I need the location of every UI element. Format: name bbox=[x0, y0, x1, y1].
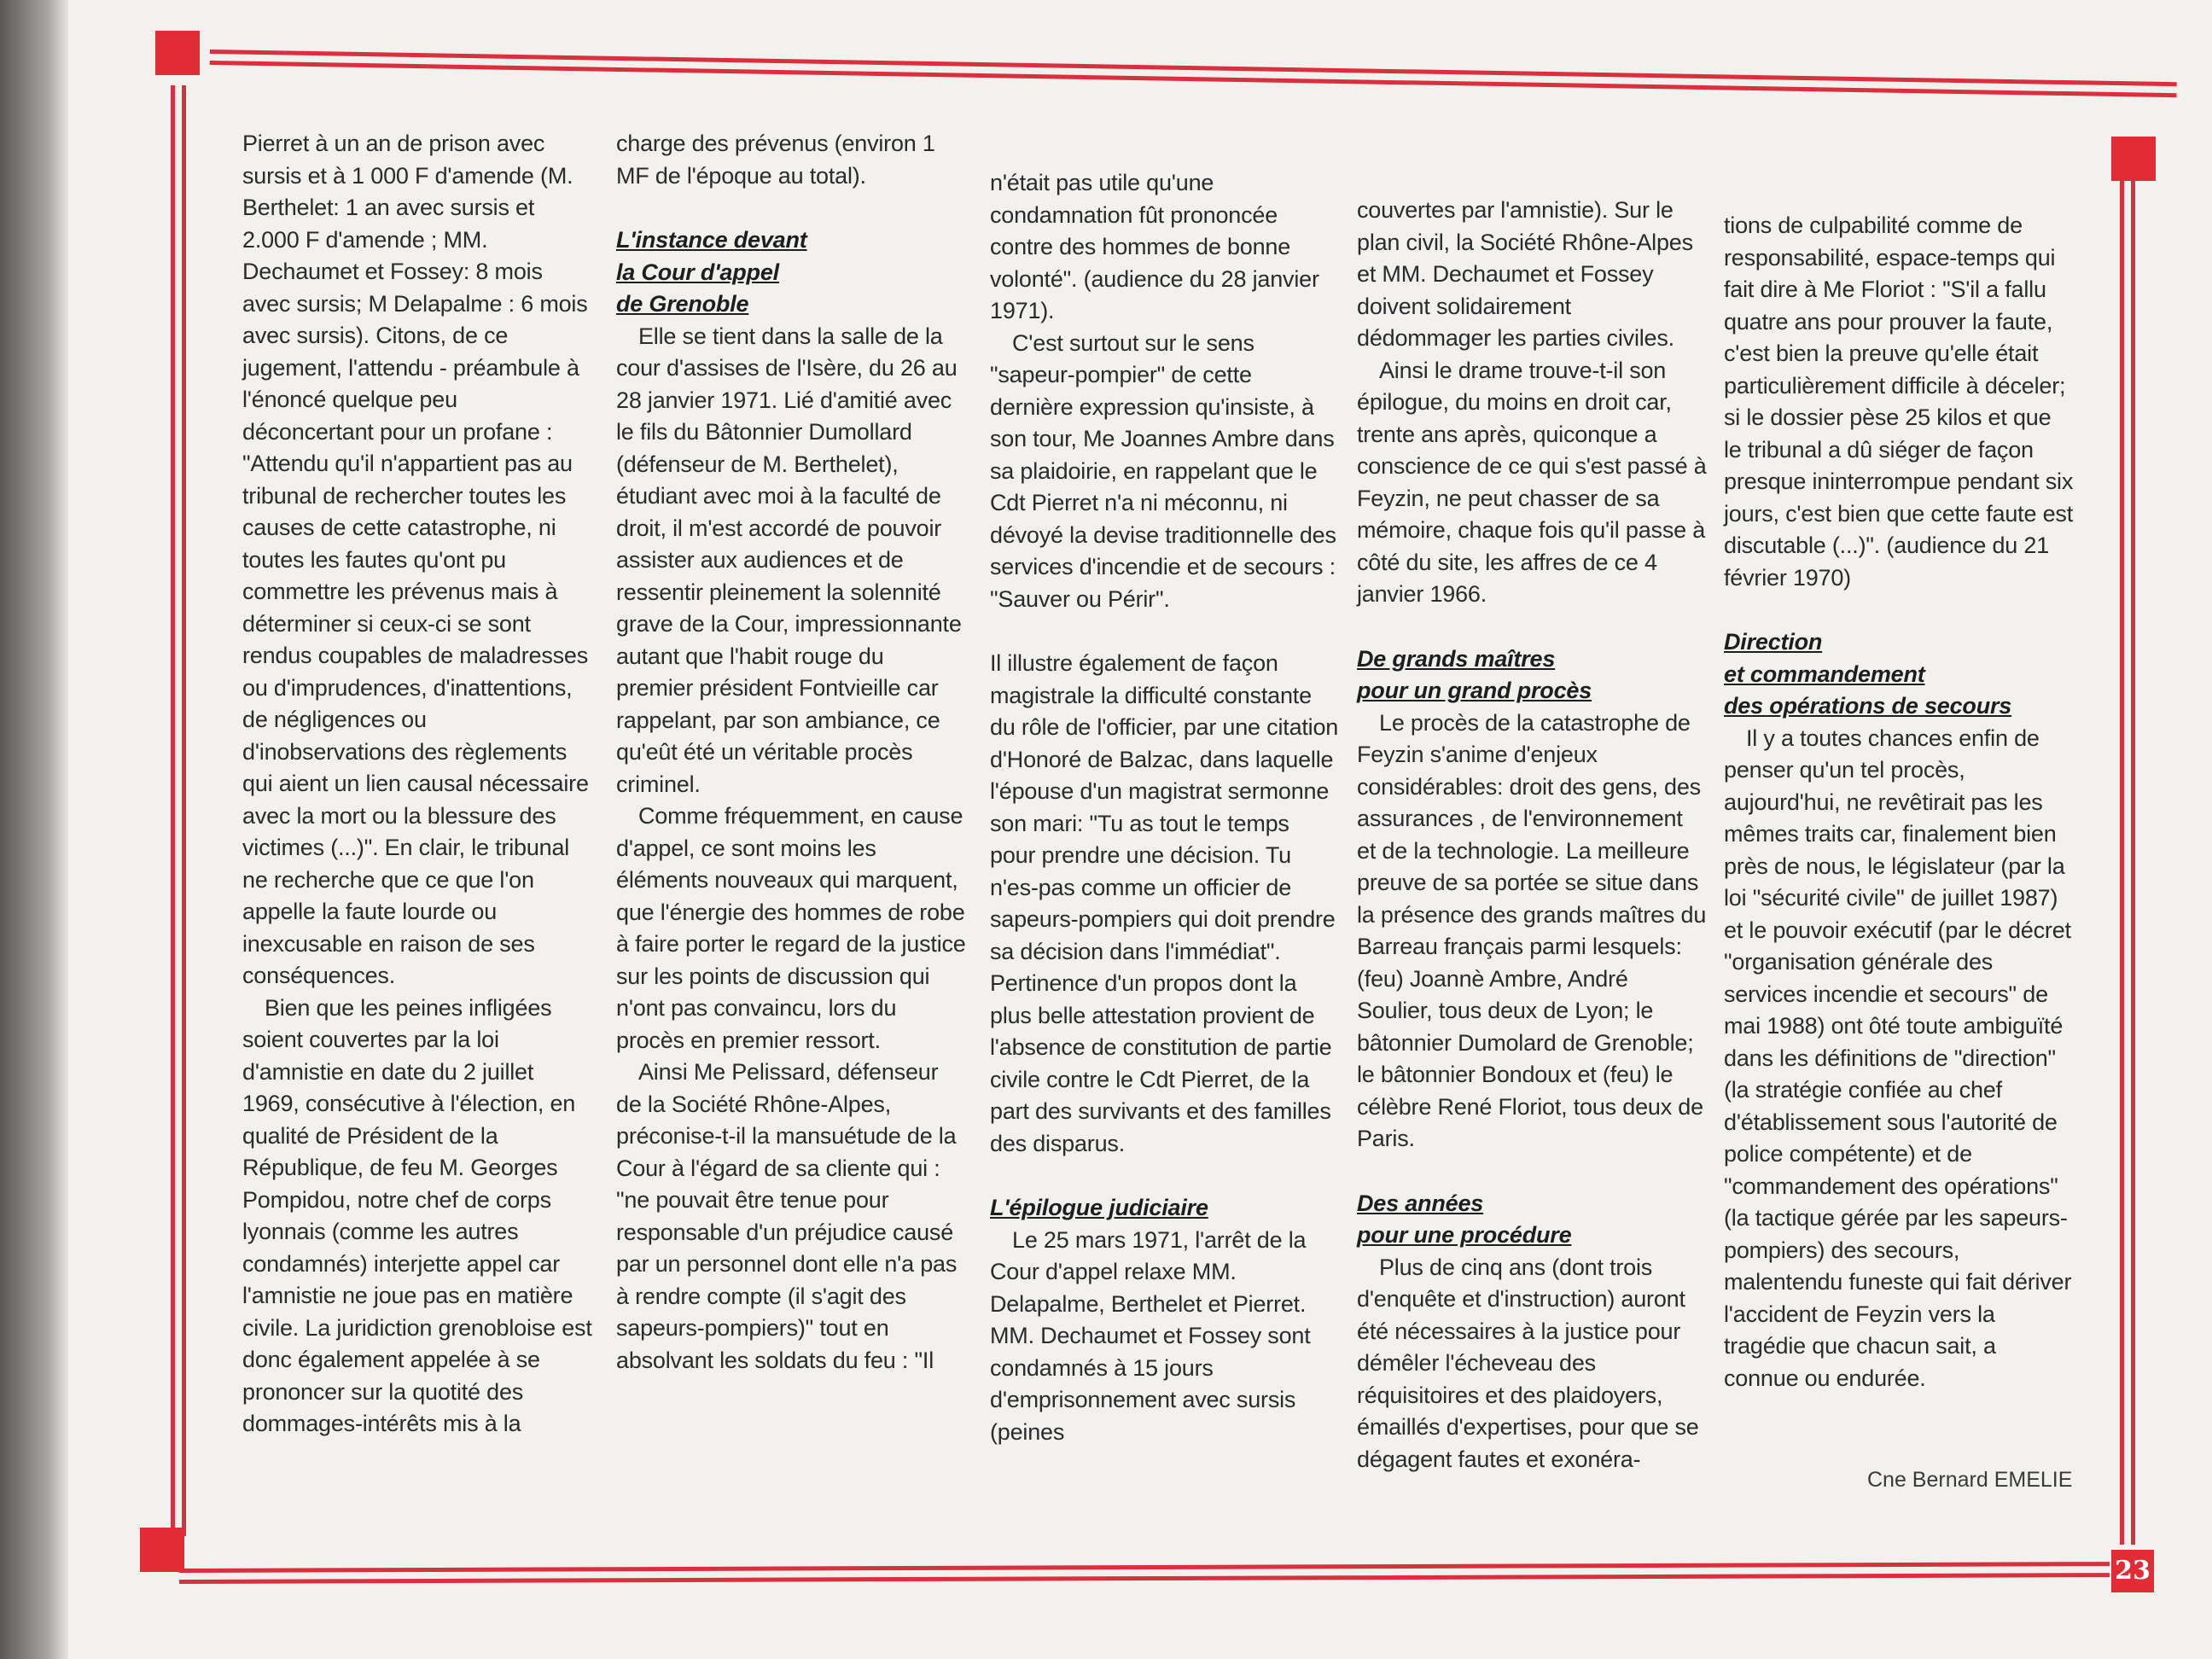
body-paragraph: n'était pas utile qu'une condamnation fût prononcée contre des hommes de bonne volonté". (audience du 28 janvier 1971). bbox=[990, 170, 1319, 323]
paragraph-gap bbox=[616, 192, 966, 224]
section-heading: De grands maîtres bbox=[1357, 645, 1556, 672]
corner-bottom-left bbox=[140, 1528, 184, 1572]
body-paragraph: tions de culpabilité comme de responsabilité, espace-temps qui fait dire à Me Floriot : "S'il a fallu quatre ans pour prouver la faute, c'est bien la preuve qu'elle était particulièrement difficile à déceler; si le dossier pèse 25 kilos et que le tribunal a dû siéger de façon presque ininterrompue pendant six jours, c'est bien que cette faute est discutable (...)". (audience du 21 février 1970) bbox=[1724, 212, 2074, 591]
paragraph-gap bbox=[990, 615, 1340, 648]
text-column-5 bbox=[1724, 210, 2074, 1394]
body-paragraph: Le procès de la catastrophe de Feyzin s'anime d'enjeux considérables: droit des gens, des assurances , de l'environnement et de la technologie. La meilleure preuve de sa portée se situe dans la présence des grands maîtres du Barreau français parmi lesquels: (feu) Joannè Ambre, André Soulier, tous deux de Lyon; le bâtonnier Dumolard de Grenoble; le bâtonnier Bondoux et (feu) le célèbre René Floriot, tous deux de Paris. bbox=[1357, 709, 1707, 1151]
section-heading: des opérations de secours bbox=[1724, 693, 2012, 719]
text-column-4 bbox=[1357, 195, 1707, 1476]
author-signature: Cne Bernard EMELIE bbox=[1867, 1468, 2073, 1492]
body-paragraph: Il illustre également de façon magistrale la difficulté constante du rôle de l'officier, par une citation d'Honoré de Balzac, dans laquelle l'épouse d'un magistrat sermonne son mari: "Tu as tout le temps pour prendre une décision. Tu n'es-pas comme un officier de sapeurs-pompiers qui doit prendre sa décision dans l'immédiat". Pertinence d'un propos dont la plus belle attestation provient de l'absence de constitution de partie civile contre le Cdt Pierret, de la part des survivants et des familles des disparus. bbox=[990, 650, 1339, 1156]
body-paragraph: Il y a toutes chances enfin de penser qu'un tel procès, aujourd'hui, ne revêtirait pas les mêmes traits car, finalement bien près de nous, le législateur (par la loi "sécurité civile" de juillet 1987) et le pouvoir exécutif (par le décret "organisation générale des services incendie et secours" de mai 1988) ont ôté toute ambiguïté dans les définitions de "direction" (la stratégie confiée au chef d'établissement sous l'autorité de police compétente) et de "commandement des opérations" (la tactique gérée par les sapeurs-pompiers) des secours, malentendu funeste qui fait dériver l'accident de Feyzin vers la tragédie que chacun sait, a connue ou endurée. bbox=[1724, 725, 2072, 1391]
paragraph-gap bbox=[1357, 611, 1707, 643]
section-heading: Des années bbox=[1357, 1190, 1484, 1216]
body-paragraph: Bien que les peines infligées soient couvertes par la loi d'amnistie en date du 2 juillet 1969, consécutive à l'élection, en qualité de Président de la République, de feu M. Georges Pompidou, notre chef de corps lyonnais (comme les autres condamnés) interjette appel car l'amnistie ne joue pas en matière civile. La juridiction grenobloise est donc également appelée à se prononcer sur la quotité des dommages-intérêts mis à la bbox=[242, 994, 592, 1436]
body-paragraph: Le 25 mars 1971, l'arrêt de la Cour d'appel relaxe MM. Delapalme, Berthelet et Pierret. MM. Dechaumet et Fossey sont condamnés à 15 jours d'emprisonnement avec sursis (peines bbox=[990, 1226, 1311, 1445]
paragraph-gap bbox=[1724, 594, 2074, 626]
body-paragraph: C'est surtout sur le sens "sapeur-pompier" de cette dernière expression qu'insiste, à son tour, Me Joannes Ambre dans sa plaidoirie, en rappelant que le Cdt Pierret n'a ni méconnu, ni dévoyé la devise traditionnelle des services d'incendie et de secours : "Sauver ou Périr". bbox=[990, 329, 1336, 612]
section-heading: Direction bbox=[1724, 629, 1823, 655]
body-paragraph: Comme fréquemment, en cause d'appel, ce sont moins les éléments nouveaux qui marquent, que l'énergie des hommes de robe à faire porter le regard de la justice sur les points de discussion qui n'ont pas convaincu, lors du procès en premier ressort. bbox=[616, 803, 966, 1053]
body-paragraph: Ainsi Me Pelissard, défenseur de la Société Rhône-Alpes, préconise-t-il la mansuétude de la Cour à l'égard de sa cliente qui : "ne pouvait être tenue pour responsable d'un préjudice causé par un personnel dont elle n'a pas à rendre compte (il s'agit des sapeurs-pompiers)" tout en absolvant les soldats du feu : "Il bbox=[616, 1059, 958, 1373]
page-number: 23 bbox=[2111, 1550, 2154, 1592]
body-paragraph: Pierret à un an de prison avec sursis et à 1 000 F d'amende (M. Berthelet: 1 an avec sursis et 2.000 F d'amende ; MM. Dechaumet et Fossey: 8 mois avec sursis; M Delapalme : 6 mois avec sursis). Citons, de ce jugement, l'attendu - préambule à l'énoncé quelque peu déconcertant pour un profane : "Attendu qu'il n'appartient pas au tribunal de rechercher toutes les causes de cette catastrophe, ni toutes les fautes qu'ont pu commettre les prévenus mais à déterminer si ceux-ci se sont rendus coupables de maladresses ou d'imprudences, d'inattentions, de négligences ou d'inobservations des règlements qui aient un lien causal nécessaire avec la mort ou la blessure des victimes (...)". En clair, le tribunal ne recherche que ce que l'on appelle la faute lourde ou inexcusable en raison de ses conséquences. bbox=[242, 131, 589, 988]
body-paragraph: Elle se tient dans la salle de la cour d'assises de l'Isère, du 26 au 28 janvier 1971. Lié d'amitié avec le fils du Bâtonnier Dumollard (défenseur de M. Berthelet), étudiant avec moi à la faculté de droit, il m'est accordé de pouvoir assister aux audiences et de ressentir pleinement la solennité grave de la Cour, impressionnante autant que l'habit rouge du premier président Fontvieille car rappelant, par son ambiance, ce qu'eût été un véritable procès criminel. bbox=[616, 323, 962, 797]
corner-top-left bbox=[155, 31, 200, 75]
magazine-page bbox=[60, 0, 2212, 1659]
section-heading: L'épilogue judiciaire bbox=[990, 1195, 1208, 1220]
text-column-1 bbox=[242, 128, 592, 1441]
section-heading: la Cour d'appel bbox=[616, 259, 779, 285]
body-paragraph: charge des prévenus (environ 1 MF de l'époque au total). bbox=[616, 131, 935, 189]
corner-top-right bbox=[2111, 137, 2156, 181]
section-heading: pour une procédure bbox=[1357, 1222, 1572, 1248]
text-column-2 bbox=[616, 128, 966, 1377]
left-border-rule bbox=[171, 85, 186, 1536]
bottom-border-rule bbox=[179, 1562, 2110, 1584]
text-column-3 bbox=[990, 167, 1340, 1448]
section-heading: pour un grand procès bbox=[1357, 678, 1592, 703]
paragraph-gap bbox=[990, 1160, 1340, 1192]
page-shadow bbox=[0, 0, 68, 1659]
section-heading: de Grenoble bbox=[616, 291, 749, 317]
body-paragraph: Plus de cinq ans (dont trois d'enquête et d'instruction) auront été nécessaires à la justice pour démêler l'écheveau des réquisitoires et des plaidoyers, émaillés d'expertises, pour que se dégagent fautes et exonéra- bbox=[1357, 1254, 1699, 1472]
section-heading: L'instance devant bbox=[616, 227, 807, 253]
paragraph-gap bbox=[1357, 1155, 1707, 1188]
right-border-rule bbox=[2120, 179, 2135, 1545]
top-border-rule bbox=[210, 49, 2177, 97]
body-paragraph: couvertes par l'amnistie). Sur le plan civil, la Société Rhône-Alpes et MM. Dechaumet et Fossey doivent solidairement dédommager les parties civiles. bbox=[1357, 197, 1693, 351]
section-heading: et commandement bbox=[1724, 661, 1925, 687]
body-paragraph: Ainsi le drame trouve-t-il son épilogue, du moins en droit car, trente ans après, quiconque a conscience de ce qui s'est passé à Feyzin, ne peut chasser de sa mémoire, chaque fois qu'il passe à côté du site, les affres de ce 4 janvier 1966. bbox=[1357, 357, 1707, 607]
